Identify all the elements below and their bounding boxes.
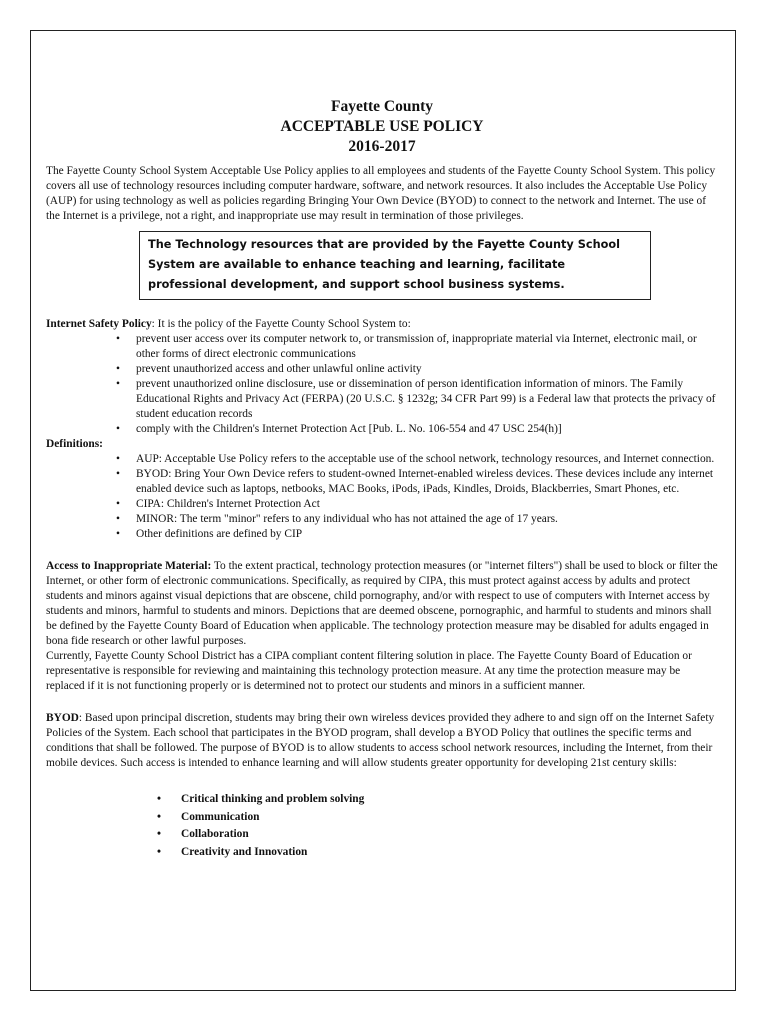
document-page [30,30,736,991]
access-label: Access to Inappropriate Material: [46,560,212,572]
list-item: • Creativity and Innovation [181,844,718,862]
title-policy: ACCEPTABLE USE POLICY [280,118,484,135]
access-text: To the extent practical, technology protection measures (or "internet filters") shall be used to block or filter the Internet, or other form of electronic communications. Specifically, as required by CIPA, this must protect against access by adults and protect students and minors against visual depictions that are obscene, child pornography, and/or with respect to use of computers with Internet access by students and minors, harmful to students and minors. Depictions that are deemed obscene, pornographic, and harmful to students and minors shall be defined by the Fayette County Board of Education when applicable. The technology protection measure may be disabled for adults engaged in bona fide research or other lawful purposes. [46,560,718,647]
document-content [46,97,718,861]
access-text-2: Currently, Fayette County School District has a CIPA compliant content filtering solution in place. The Fayette County Board of Education or representative is responsible for reviewing and maintaining this technology protection measure. At any time the protection measure may be replaced if it is not functioning properly or is determined not to protect our students and minors in a sufficient manner. [46,650,692,692]
internet-safety-text: : It is the policy of the Fayette County School System to: [151,318,411,330]
access-paragraph [46,559,718,694]
byod-paragraph [46,711,718,771]
definitions-list [46,452,718,542]
internet-safety-list [46,332,718,437]
intro-paragraph: The Fayette County School System Acceptable Use Policy applies to all employees and students of the Fayette County School System. This policy covers all use of technology resources including computer hardware, software, and network resources. It also includes the Acceptable Use Policy (AUP) for using technology as well as policies regarding Bringing Your Own Device (BYOD) to connect to the network and Internet. The use of the Internet is a privilege, not a right, and inappropriate use may result in termination of those privileges. [46,165,716,222]
list-item: • prevent unauthorized access and other unlawful online activity [136,362,718,377]
list-item: • Collaboration [181,826,718,844]
skills-list [46,791,718,861]
list-item: • AUP: Acceptable Use Policy refers to the acceptable use of the school network, technology resources, and Internet connection. [136,452,718,467]
byod-text: : Based upon principal discretion, students may bring their own wireless devices provided they adhere to and sign off on the Internet Safety Policies of the System. Each school that participates in the BYOD program, shall develop a BYOD Policy that outlines the specific terms and conditions that shall be followed. The purpose of BYOD is to allow students to access school network resources, including the Internet, from their mobile devices. Such access is intended to enhance learning and will allow students greater opportunity for developing 21st century skills: [46,712,715,769]
list-item: • CIPA: Children's Internet Protection Act [136,497,718,512]
internet-safety-heading [46,317,718,332]
list-item: • comply with the Children's Internet Protection Act [Pub. L. No. 106-554 and 47 USC 254(h)] [136,422,718,437]
list-item: • BYOD: Bring Your Own Device refers to student-owned Internet-enabled wireless devices. These devices include any internet enabled device such as laptops, netbooks, MAC Books, iPods, iPads, Kindles, Droids, Blackberries, Smart Phones, etc. [136,467,718,497]
title-year: 2016-2017 [348,138,416,155]
list-item: • prevent user access over its computer network to, or transmission of, inappropriate material via Internet, electronic mail, or other forms of direct electronic communications [136,332,718,362]
list-item: • MINOR: The term "minor" refers to any individual who has not attained the age of 17 years. [136,512,718,527]
technology-callout-box: The Technology resources that are provided by the Fayette County School System are available to enhance teaching and learning, facilitate professional development, and support school business systems. [139,231,651,300]
internet-safety-label: Internet Safety Policy [46,318,152,330]
definitions-heading: Definitions: [46,438,103,450]
list-item: • Other definitions are defined by CIP [136,527,718,542]
byod-label: BYOD [46,712,79,724]
list-item: • Critical thinking and problem solving [181,791,718,809]
list-item: • prevent unauthorized online disclosure, use or dissemination of person identification information of minors. The Family Educational Rights and Privacy Act (FERPA) (20 U.S.C. § 1232g; 34 CFR Part 99) is a Federal law that protects the privacy of student education records [136,377,718,422]
list-item: • Communication [181,809,718,827]
title-county: Fayette County [330,98,434,115]
